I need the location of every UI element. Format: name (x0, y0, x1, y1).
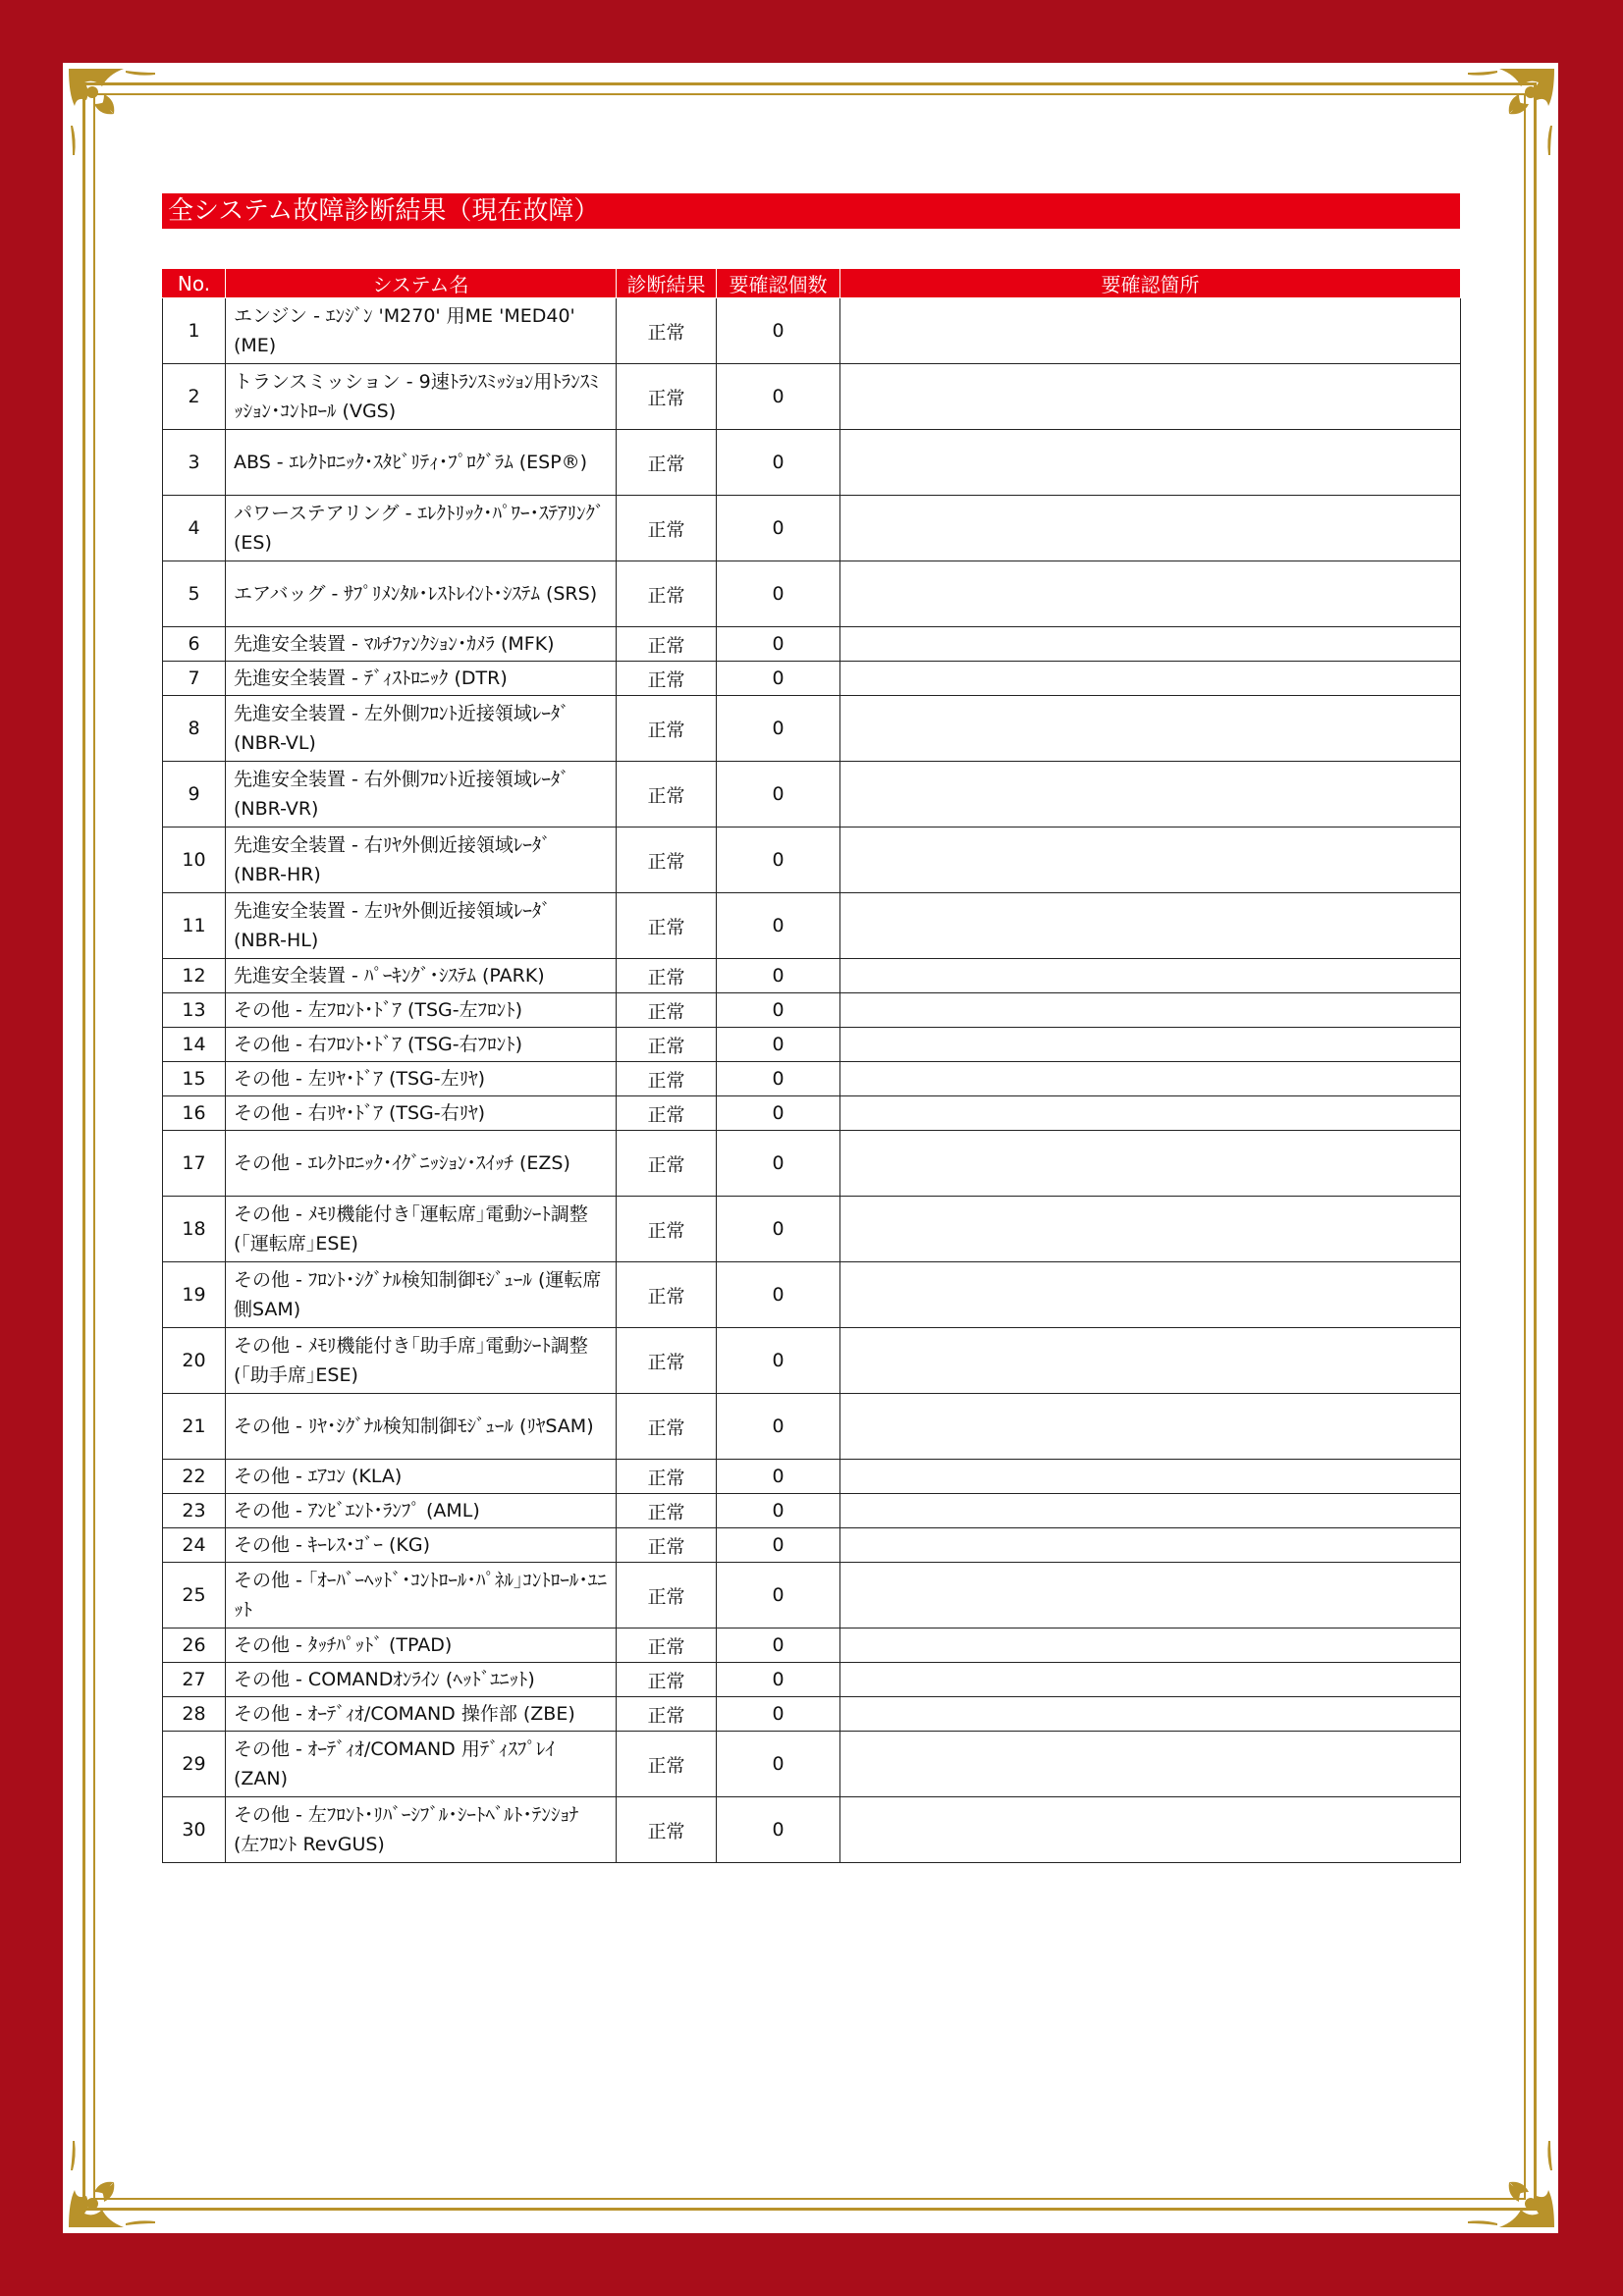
cell-system: パワーステアリング - ｴﾚｸﾄﾘｯｸ･ﾊﾟﾜｰ･ｽﾃｱﾘﾝｸﾞ (ES) (226, 496, 617, 561)
cell-count: 0 (717, 298, 840, 364)
cell-result: 正常 (617, 1262, 717, 1328)
table-row (163, 1062, 1461, 1096)
cell-system: エンジン - ｴﾝｼﾞﾝ 'M270' 用ME 'MED40' (ME) (226, 298, 617, 364)
cell-system: 先進安全装置 - ﾊﾟｰｷﾝｸﾞ･ｼｽﾃﾑ (PARK) (226, 959, 617, 993)
cell-count: 0 (717, 1563, 840, 1629)
table-row (163, 959, 1461, 993)
header-location: 要確認箇所 (840, 269, 1461, 298)
cell-system: その他 - ｵｰﾃﾞｨｵ/COMAND 操作部 (ZBE) (226, 1697, 617, 1732)
cell-location (840, 430, 1461, 496)
cell-no: 16 (163, 1096, 226, 1131)
cell-system: その他 - 右ﾘﾔ･ﾄﾞｱ (TSG-右ﾘﾔ) (226, 1096, 617, 1131)
cell-location (840, 1563, 1461, 1629)
cell-location (840, 1732, 1461, 1797)
cell-count: 0 (717, 364, 840, 430)
cell-result: 正常 (617, 1131, 717, 1197)
cell-result: 正常 (617, 1460, 717, 1494)
cell-location (840, 496, 1461, 561)
cell-location (840, 1262, 1461, 1328)
cell-system: トランスミッション - 9速ﾄﾗﾝｽﾐｯｼｮﾝ用ﾄﾗﾝｽﾐｯｼｮﾝ･ｺﾝﾄﾛｰﾙ (VGS) (226, 364, 617, 430)
cell-location (840, 1062, 1461, 1096)
cell-result: 正常 (617, 1629, 717, 1663)
cell-result: 正常 (617, 1528, 717, 1563)
cell-no: 12 (163, 959, 226, 993)
table-row (163, 1394, 1461, 1460)
cell-no: 26 (163, 1629, 226, 1663)
cell-count: 0 (717, 993, 840, 1028)
table-row (163, 1262, 1461, 1328)
cell-system: その他 - ﾌﾛﾝﾄ･ｼｸﾞﾅﾙ検知制御ﾓｼﾞｭｰﾙ (運転席側SAM) (226, 1262, 617, 1328)
cell-no: 23 (163, 1494, 226, 1528)
cell-count: 0 (717, 1328, 840, 1394)
cell-no: 2 (163, 364, 226, 430)
table-row (163, 696, 1461, 762)
cell-count: 0 (717, 959, 840, 993)
cell-location (840, 1197, 1461, 1262)
cell-system: その他 - ｵｰﾃﾞｨｵ/COMAND 用ﾃﾞｨｽﾌﾟﾚｲ (ZAN) (226, 1732, 617, 1797)
cell-no: 17 (163, 1131, 226, 1197)
cell-no: 11 (163, 893, 226, 959)
table-row (163, 1629, 1461, 1663)
cell-count: 0 (717, 762, 840, 828)
cell-result: 正常 (617, 696, 717, 762)
cell-count: 0 (717, 893, 840, 959)
cell-no: 3 (163, 430, 226, 496)
cell-no: 25 (163, 1563, 226, 1629)
cell-no: 7 (163, 662, 226, 696)
cell-count: 0 (717, 1028, 840, 1062)
table-row (163, 828, 1461, 893)
cell-system: その他 - ｢ｵｰﾊﾞｰﾍｯﾄﾞ･ｺﾝﾄﾛｰﾙ･ﾊﾟﾈﾙ｣ｺﾝﾄﾛｰﾙ･ﾕﾆｯﾄ (226, 1563, 617, 1629)
cell-count: 0 (717, 828, 840, 893)
corner-ornament-icon (65, 2137, 159, 2231)
cell-location (840, 1494, 1461, 1528)
cell-count: 0 (717, 662, 840, 696)
cell-no: 19 (163, 1262, 226, 1328)
table-row (163, 762, 1461, 828)
cell-system: 先進安全装置 - ﾏﾙﾁﾌｧﾝｸｼｮﾝ･ｶﾒﾗ (MFK) (226, 627, 617, 662)
cell-count: 0 (717, 1394, 840, 1460)
cell-system: その他 - COMANDｵﾝﾗｲﾝ (ﾍｯﾄﾞﾕﾆｯﾄ) (226, 1663, 617, 1697)
cell-location (840, 893, 1461, 959)
table-row (163, 1563, 1461, 1629)
cell-result: 正常 (617, 1328, 717, 1394)
cell-system: その他 - ﾀｯﾁﾊﾟｯﾄﾞ (TPAD) (226, 1629, 617, 1663)
header-count: 要確認個数 (717, 269, 840, 298)
corner-ornament-icon (65, 65, 159, 159)
cell-result: 正常 (617, 993, 717, 1028)
cell-result: 正常 (617, 561, 717, 627)
cell-count: 0 (717, 1062, 840, 1096)
cell-count: 0 (717, 1197, 840, 1262)
cell-count: 0 (717, 1262, 840, 1328)
cell-result: 正常 (617, 1028, 717, 1062)
cell-system: 先進安全装置 - 右ﾘﾔ外側近接領域ﾚｰﾀﾞ (NBR-HR) (226, 828, 617, 893)
cell-result: 正常 (617, 1697, 717, 1732)
cell-no: 15 (163, 1062, 226, 1096)
cell-count: 0 (717, 1096, 840, 1131)
cell-system: その他 - ﾒﾓﾘ機能付き｢運転席｣電動ｼｰﾄ調整 (｢運転席｣ESE) (226, 1197, 617, 1262)
table-row (163, 1732, 1461, 1797)
cell-result: 正常 (617, 959, 717, 993)
cell-system: その他 - 左ﾌﾛﾝﾄ･ﾘﾊﾞｰｼﾌﾞﾙ･ｼｰﾄﾍﾞﾙﾄ･ﾃﾝｼｮﾅ (左ﾌﾛﾝﾄ RevGUS) (226, 1797, 617, 1863)
cell-system: 先進安全装置 - ﾃﾞｨｽﾄﾛﾆｯｸ (DTR) (226, 662, 617, 696)
table-row (163, 1028, 1461, 1062)
cell-result: 正常 (617, 430, 717, 496)
table-row (163, 430, 1461, 496)
cell-count: 0 (717, 1797, 840, 1863)
cell-result: 正常 (617, 1062, 717, 1096)
cell-system: その他 - 右ﾌﾛﾝﾄ･ﾄﾞｱ (TSG-右ﾌﾛﾝﾄ) (226, 1028, 617, 1062)
table-row (163, 496, 1461, 561)
cell-location (840, 298, 1461, 364)
cell-location (840, 1663, 1461, 1697)
cell-count: 0 (717, 1697, 840, 1732)
cell-result: 正常 (617, 1197, 717, 1262)
cell-result: 正常 (617, 1797, 717, 1863)
table-row (163, 561, 1461, 627)
cell-location (840, 1460, 1461, 1494)
cell-location (840, 1328, 1461, 1394)
table-row (163, 1131, 1461, 1197)
cell-result: 正常 (617, 1494, 717, 1528)
cell-count: 0 (717, 1732, 840, 1797)
table-row (163, 893, 1461, 959)
cell-result: 正常 (617, 364, 717, 430)
table-header-row (163, 269, 1461, 298)
cell-no: 18 (163, 1197, 226, 1262)
cell-count: 0 (717, 696, 840, 762)
cell-location (840, 1131, 1461, 1197)
cell-result: 正常 (617, 893, 717, 959)
diagnosis-table (162, 268, 1461, 1863)
cell-no: 1 (163, 298, 226, 364)
cell-location (840, 1028, 1461, 1062)
cell-location (840, 828, 1461, 893)
cell-no: 21 (163, 1394, 226, 1460)
cell-result: 正常 (617, 627, 717, 662)
cell-location (840, 1797, 1461, 1863)
header-system: システム名 (226, 269, 617, 298)
table-row (163, 1528, 1461, 1563)
table-row (163, 364, 1461, 430)
cell-count: 0 (717, 561, 840, 627)
cell-no: 27 (163, 1663, 226, 1697)
cell-location (840, 1629, 1461, 1663)
cell-location (840, 561, 1461, 627)
table-row (163, 1697, 1461, 1732)
header-result: 診断結果 (617, 269, 717, 298)
cell-count: 0 (717, 1663, 840, 1697)
cell-location (840, 662, 1461, 696)
cell-no: 6 (163, 627, 226, 662)
cell-no: 29 (163, 1732, 226, 1797)
cell-result: 正常 (617, 762, 717, 828)
table-row (163, 1460, 1461, 1494)
cell-location (840, 696, 1461, 762)
cell-result: 正常 (617, 1563, 717, 1629)
cell-system: その他 - ｴｱｺﾝ (KLA) (226, 1460, 617, 1494)
cell-count: 0 (717, 1528, 840, 1563)
cell-system: その他 - ｴﾚｸﾄﾛﾆｯｸ･ｲｸﾞﾆｯｼｮﾝ･ｽｲｯﾁ (EZS) (226, 1131, 617, 1197)
cell-system: その他 - ﾘﾔ･ｼｸﾞﾅﾙ検知制御ﾓｼﾞｭｰﾙ (ﾘﾔSAM) (226, 1394, 617, 1460)
cell-location (840, 993, 1461, 1028)
cell-result: 正常 (617, 1394, 717, 1460)
cell-result: 正常 (617, 828, 717, 893)
cell-no: 28 (163, 1697, 226, 1732)
cell-count: 0 (717, 1460, 840, 1494)
table-row (163, 1797, 1461, 1863)
cell-system: 先進安全装置 - 左ﾘﾔ外側近接領域ﾚｰﾀﾞ (NBR-HL) (226, 893, 617, 959)
table-row (163, 662, 1461, 696)
cell-system: 先進安全装置 - 右外側ﾌﾛﾝﾄ近接領域ﾚｰﾀﾞ (NBR-VR) (226, 762, 617, 828)
cell-location (840, 1528, 1461, 1563)
cell-no: 8 (163, 696, 226, 762)
cell-location (840, 364, 1461, 430)
table-row (163, 1328, 1461, 1394)
table-row (163, 298, 1461, 364)
cell-system: エアバッグ - ｻﾌﾟﾘﾒﾝﾀﾙ･ﾚｽﾄﾚｲﾝﾄ･ｼｽﾃﾑ (SRS) (226, 561, 617, 627)
table-row (163, 1197, 1461, 1262)
cell-count: 0 (717, 1494, 840, 1528)
cell-result: 正常 (617, 662, 717, 696)
cell-no: 10 (163, 828, 226, 893)
cell-system: その他 - 左ﾌﾛﾝﾄ･ﾄﾞｱ (TSG-左ﾌﾛﾝﾄ) (226, 993, 617, 1028)
cell-count: 0 (717, 430, 840, 496)
cell-count: 0 (717, 627, 840, 662)
cell-system: その他 - ｷｰﾚｽ･ｺﾞｰ (KG) (226, 1528, 617, 1563)
cell-system: ABS - ｴﾚｸﾄﾛﾆｯｸ･ｽﾀﾋﾞﾘﾃｨ･ﾌﾟﾛｸﾞﾗﾑ (ESP®) (226, 430, 617, 496)
cell-location (840, 1394, 1461, 1460)
page-title: 全システム故障診断結果（現在故障） (162, 193, 1460, 229)
cell-no: 4 (163, 496, 226, 561)
cell-system: その他 - ｱﾝﾋﾞｴﾝﾄ･ﾗﾝﾌﾟ (AML) (226, 1494, 617, 1528)
cell-no: 20 (163, 1328, 226, 1394)
table-row (163, 627, 1461, 662)
cell-no: 5 (163, 561, 226, 627)
cell-count: 0 (717, 496, 840, 561)
cell-count: 0 (717, 1131, 840, 1197)
cell-system: その他 - 左ﾘﾔ･ﾄﾞｱ (TSG-左ﾘﾔ) (226, 1062, 617, 1096)
cell-location (840, 762, 1461, 828)
cell-location (840, 1697, 1461, 1732)
table-row (163, 1663, 1461, 1697)
cell-location (840, 627, 1461, 662)
cell-system: その他 - ﾒﾓﾘ機能付き｢助手席｣電動ｼｰﾄ調整 (｢助手席｣ESE) (226, 1328, 617, 1394)
cell-no: 9 (163, 762, 226, 828)
cell-result: 正常 (617, 1732, 717, 1797)
cell-no: 30 (163, 1797, 226, 1863)
cell-system: 先進安全装置 - 左外側ﾌﾛﾝﾄ近接領域ﾚｰﾀﾞ (NBR-VL) (226, 696, 617, 762)
table-row (163, 1494, 1461, 1528)
cell-result: 正常 (617, 496, 717, 561)
cell-result: 正常 (617, 1663, 717, 1697)
cell-location (840, 1096, 1461, 1131)
cell-no: 13 (163, 993, 226, 1028)
table-row (163, 1096, 1461, 1131)
cell-no: 22 (163, 1460, 226, 1494)
cell-location (840, 959, 1461, 993)
header-no: No. (163, 269, 226, 298)
cell-result: 正常 (617, 298, 717, 364)
cell-no: 24 (163, 1528, 226, 1563)
table-row (163, 993, 1461, 1028)
cell-result: 正常 (617, 1096, 717, 1131)
cell-count: 0 (717, 1629, 840, 1663)
cell-no: 14 (163, 1028, 226, 1062)
corner-ornament-icon (1464, 2137, 1558, 2231)
corner-ornament-icon (1464, 65, 1558, 159)
